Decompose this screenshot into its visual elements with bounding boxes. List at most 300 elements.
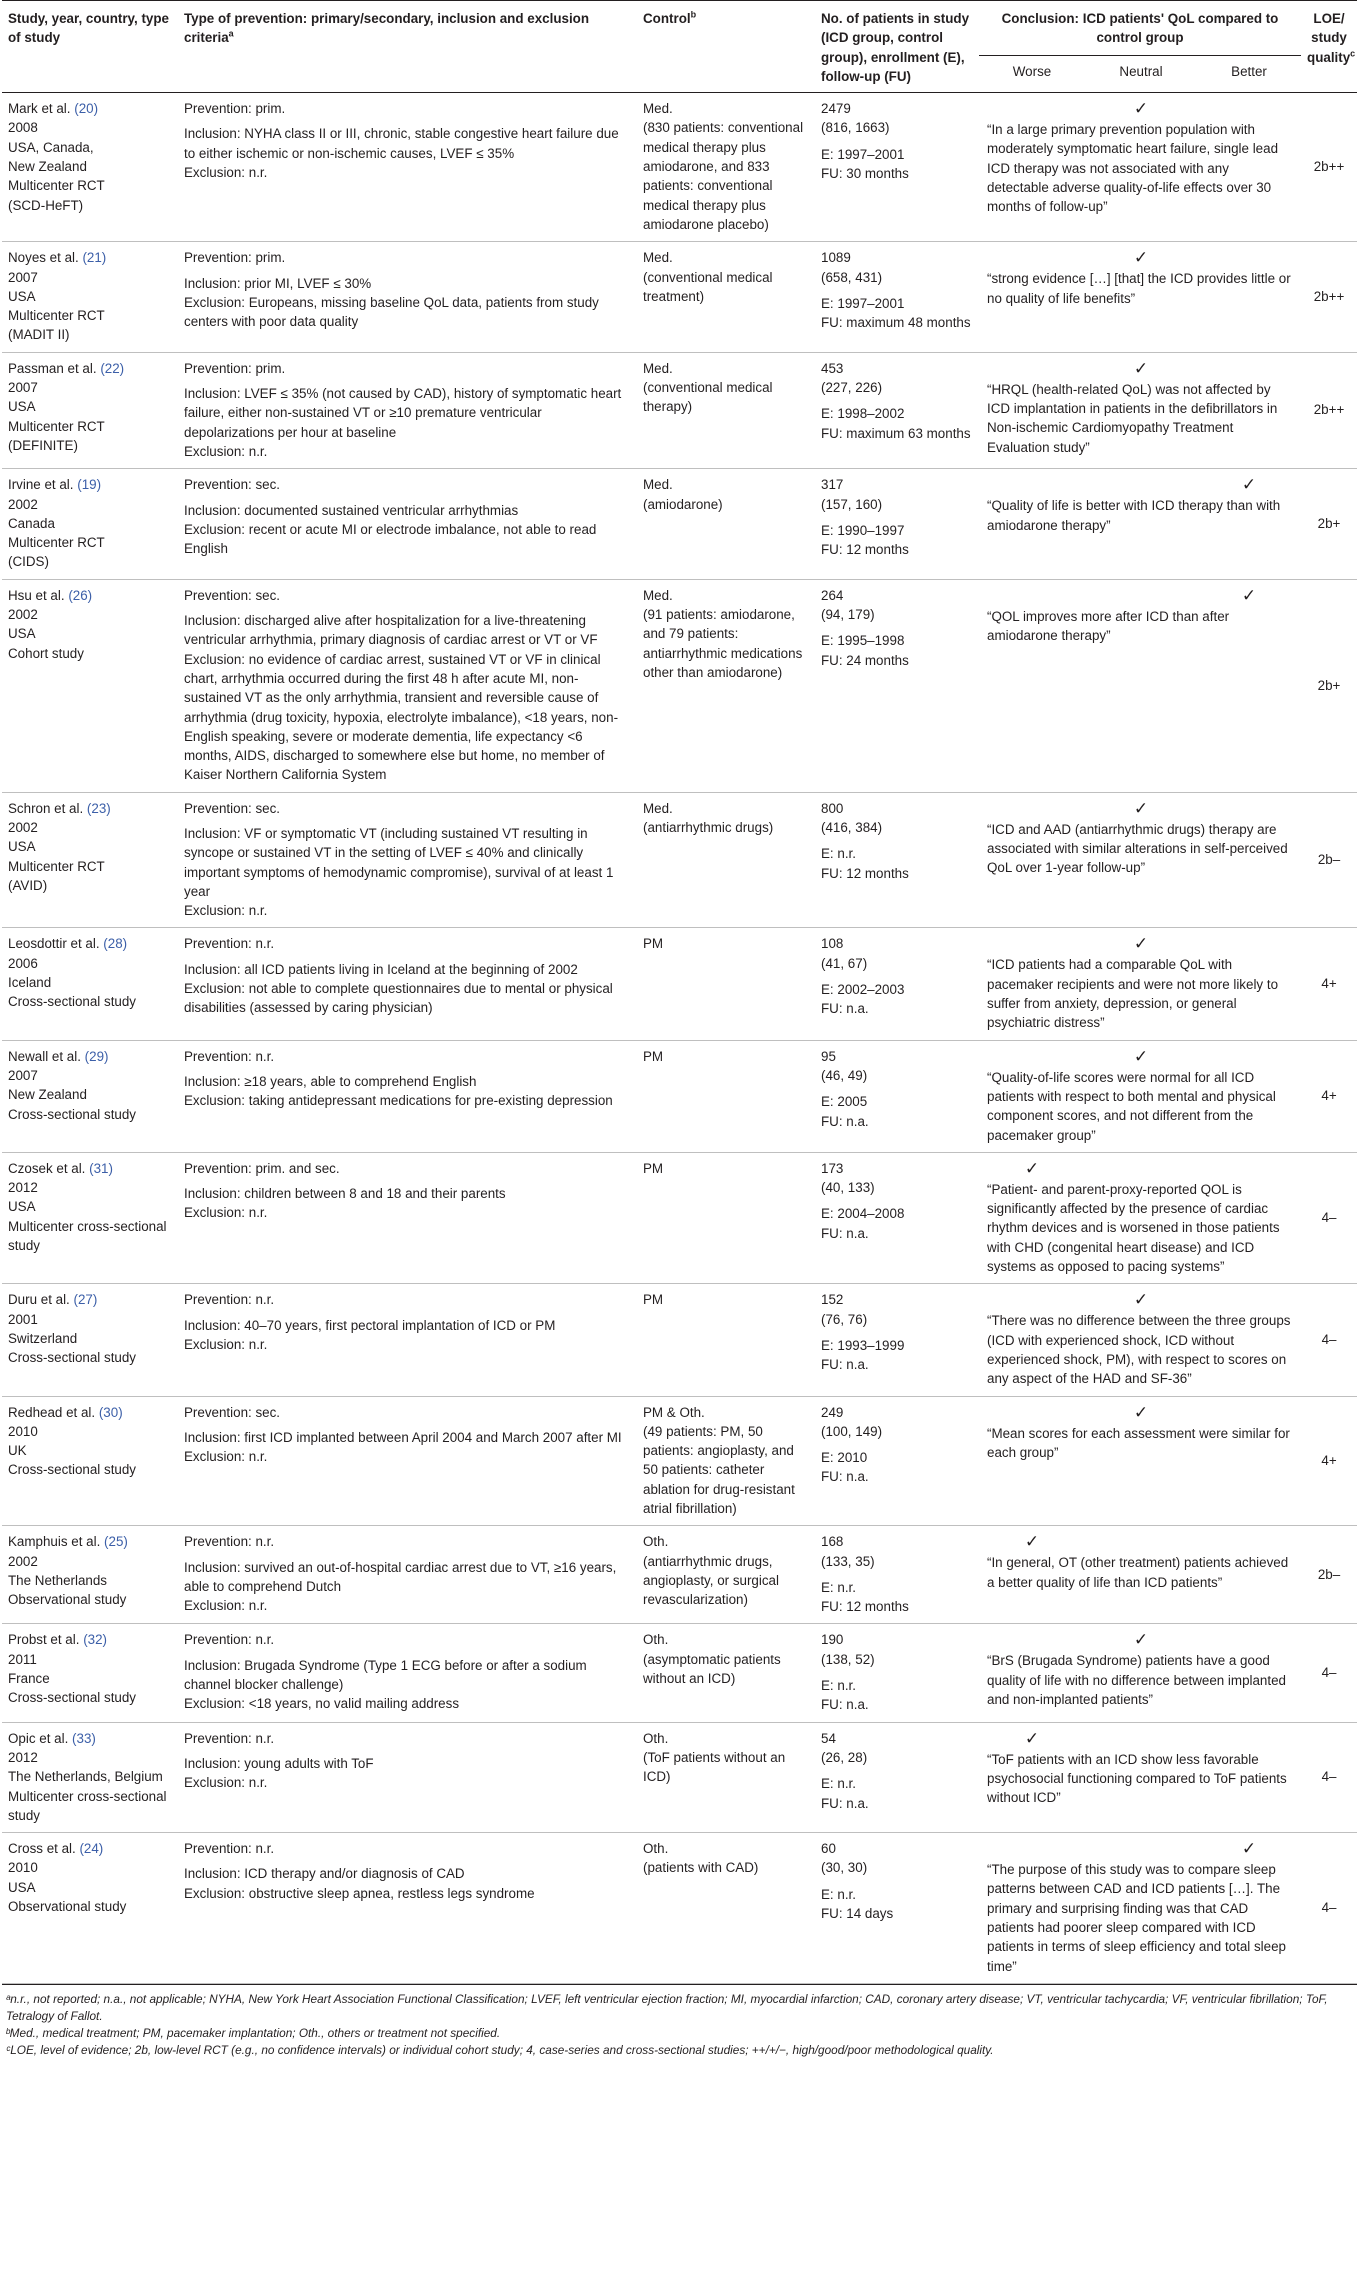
conclusion-quote: “Quality-of-life scores were normal for all ICD patients with respect to both mental and physical component scores, and not different from the pacemaker group”	[987, 1069, 1276, 1143]
criteria-line: Inclusion: NYHA class II or III, chronic, stable congestive heart failure due to either ischemic or non-ischemic causes, LVEF ≤ 35%	[184, 126, 619, 161]
better-mark	[1197, 1532, 1301, 1551]
conclusion-cell	[979, 1833, 1301, 1984]
enrollment: E: 1995–1998	[821, 633, 905, 649]
study-author: Opic et al.	[8, 1730, 69, 1746]
study-detail: 2006	[8, 955, 38, 971]
loe-value: 4–	[1301, 1833, 1357, 1984]
spacer	[821, 287, 973, 294]
conclusion-quote: “ICD patients had a comparable QoL with pacemaker recipients and were not more likely to suffer from anxiety, depression, or general psychiatric distress”	[987, 957, 1279, 1031]
neutral-mark: ✓	[1133, 99, 1149, 119]
study-author: Probst et al.	[8, 1632, 80, 1648]
spacer	[821, 1329, 973, 1336]
spacer	[821, 138, 973, 145]
study-detail: 2012	[8, 1749, 38, 1765]
study-detail: New Zealand	[8, 1087, 87, 1103]
table-row	[2, 792, 1357, 928]
better-mark	[1197, 1729, 1301, 1748]
patients-groups: (94, 179)	[821, 607, 875, 623]
spacer	[821, 1669, 973, 1676]
conclusion-marks	[979, 799, 1301, 818]
worse-mark	[979, 248, 1085, 267]
study-detail: USA	[8, 288, 36, 304]
conclusion-marks	[979, 359, 1301, 378]
prevention-type: Prevention: prim.	[184, 250, 286, 266]
control-detail: (91 patients: amiodarone, and 79 patients: antiarrhythmic medications other than amiodarone)	[643, 607, 803, 680]
study-detail: Cohort study	[8, 645, 84, 661]
control-cell	[637, 1284, 815, 1396]
control-type: PM & Oth.	[643, 1404, 705, 1420]
header-neutral: Neutral	[1085, 56, 1197, 93]
criteria-line: Exclusion: n.r.	[184, 1205, 268, 1221]
prevention-type: Prevention: sec.	[184, 587, 281, 603]
study-detail: Cross-sectional study	[8, 1350, 137, 1366]
study-reference: (31)	[89, 1160, 113, 1176]
follow-up: FU: maximum 63 months	[821, 425, 971, 441]
patients-total: 317	[821, 477, 844, 493]
table-row	[2, 1833, 1357, 1984]
enrollment: E: n.r.	[821, 1776, 856, 1792]
follow-up: FU: 12 months	[821, 1599, 909, 1615]
control-cell	[637, 1526, 815, 1624]
footnote-a: ᵃn.r., not reported; n.a., not applicable; NYHA, New York Heart Association Functional Classification; LVEF, left ventricular ejection fraction; MI, myocardial infarction; CAD, coronary artery disease; VT, ventricular tachycardia; VF, ventricular fibrillation; ToF, Tetralogy of Fallot.	[6, 1991, 1328, 2023]
study-cell	[2, 1284, 178, 1396]
worse-mark	[979, 1839, 1085, 1858]
control-type: PM	[643, 1292, 664, 1308]
patients-total: 1089	[821, 250, 851, 266]
study-author: Newall et al.	[8, 1048, 81, 1064]
study-author: Mark et al.	[8, 101, 71, 117]
better-mark	[1197, 934, 1301, 953]
header-worse: Worse	[979, 56, 1085, 93]
enrollment: E: 1998–2002	[821, 406, 905, 422]
study-detail: USA, Canada,	[8, 139, 94, 155]
worse-mark	[979, 799, 1085, 818]
header-control: Control$^b$	[637, 1, 815, 93]
patients-groups: (138, 52)	[821, 1651, 875, 1667]
study-cell	[2, 1396, 178, 1526]
table-row	[2, 352, 1357, 468]
control-type: PM	[643, 1048, 664, 1064]
patients-groups: (100, 149)	[821, 1423, 883, 1439]
prevention-cell	[178, 1040, 637, 1152]
spacer	[821, 624, 973, 631]
study-detail: 2011	[8, 1651, 37, 1667]
patients-groups: (26, 28)	[821, 1749, 868, 1765]
prevention-cell	[178, 1396, 637, 1526]
patients-cell	[815, 1526, 979, 1624]
study-detail: Iceland	[8, 975, 52, 991]
patients-cell	[815, 93, 979, 242]
patients-groups: (816, 1663)	[821, 120, 890, 136]
criteria-line: Exclusion: n.r.	[184, 1449, 268, 1465]
header-better: Better	[1197, 56, 1301, 93]
patients-total: 152	[821, 1292, 844, 1308]
study-detail: Cross-sectional study	[8, 1462, 137, 1478]
control-type: Oth.	[643, 1534, 669, 1550]
patients-groups: (40, 133)	[821, 1180, 875, 1196]
conclusion-cell	[979, 928, 1301, 1040]
study-cell	[2, 1624, 178, 1722]
study-detail: Observational study	[8, 1899, 127, 1915]
control-cell	[637, 242, 815, 352]
conclusion-marks	[979, 475, 1301, 494]
conclusion-quote: “BrS (Brugada Syndrome) patients have a good quality of life with no difference between implanted and non-implanted patients”	[987, 1653, 1286, 1708]
control-cell	[637, 1722, 815, 1832]
study-cell	[2, 928, 178, 1040]
footnote-b: ᵇMed., medical treatment; PM, pacemaker implantation; Oth., others or treatment not specified.	[6, 2025, 501, 2040]
control-type: Med.	[643, 800, 673, 816]
study-author-line	[8, 1839, 172, 1858]
study-detail: 2002	[8, 1553, 38, 1569]
study-cell	[2, 469, 178, 579]
table-header	[2, 1, 1357, 93]
conclusion-cell	[979, 1526, 1301, 1624]
worse-mark	[979, 359, 1085, 378]
criteria-line: Inclusion: prior MI, LVEF ≤ 30%	[184, 275, 372, 291]
table-row	[2, 579, 1357, 792]
follow-up: FU: 12 months	[821, 542, 909, 558]
follow-up: FU: n.a.	[821, 1113, 869, 1129]
study-author-line	[8, 934, 172, 953]
neutral-mark	[1085, 475, 1197, 494]
enrollment: E: 1997–2001	[821, 295, 905, 311]
conclusion-quote: “In general, OT (other treatment) patients achieved a better quality of life than ICD patients”	[987, 1555, 1289, 1590]
conclusion-cell	[979, 1396, 1301, 1526]
follow-up: FU: 12 months	[821, 865, 909, 881]
patients-cell	[815, 242, 979, 352]
prevention-type: Prevention: sec.	[184, 1404, 281, 1420]
conclusion-marks	[979, 1290, 1301, 1309]
study-cell	[2, 1152, 178, 1283]
better-mark	[1197, 359, 1301, 378]
neutral-mark: ✓	[1133, 1290, 1149, 1310]
control-type: PM	[643, 936, 664, 952]
study-detail: 2007	[8, 1067, 38, 1083]
conclusion-cell	[979, 1722, 1301, 1832]
study-author: Duru et al.	[8, 1292, 70, 1308]
study-author-line	[8, 359, 172, 378]
prevention-type: Prevention: prim.	[184, 360, 286, 376]
study-reference: (19)	[77, 477, 102, 493]
criteria-line: Exclusion: n.r.	[184, 1775, 268, 1791]
study-detail: 2012	[8, 1180, 38, 1196]
table-row	[2, 928, 1357, 1040]
patients-cell	[815, 1624, 979, 1722]
criteria-line: Inclusion: Brugada Syndrome (Type 1 ECG before or after a sodium channel blocker challenge)	[184, 1657, 587, 1693]
study-author: Schron et al.	[8, 800, 84, 816]
criteria-line: Exclusion: obstructive sleep apnea, restless legs syndrome	[184, 1885, 535, 1901]
loe-value: 4–	[1301, 1152, 1357, 1283]
conclusion-marks	[979, 99, 1301, 118]
study-detail: Multicenter RCT	[8, 178, 105, 194]
control-detail: (830 patients: conventional medical therapy plus amiodarone, and 833 patients: conventional medical therapy plus amiodarone placebo)	[643, 120, 804, 232]
study-author: Redhead et al.	[8, 1404, 96, 1420]
prevention-type: Prevention: sec.	[184, 477, 281, 493]
prevention-type: Prevention: n.r.	[184, 936, 275, 952]
conclusion-quote: “ToF patients with an ICD show less favorable psychosocial functioning compared to ToF patients without ICD”	[987, 1751, 1287, 1806]
better-mark	[1197, 1403, 1301, 1422]
criteria-line: Inclusion: all ICD patients living in Iceland at the beginning of 2002	[184, 961, 578, 977]
worse-mark	[979, 475, 1085, 494]
control-cell	[637, 352, 815, 468]
loe-value: 2b++	[1301, 352, 1357, 468]
prevention-type: Prevention: n.r.	[184, 1048, 275, 1064]
control-detail: (amiodarone)	[643, 496, 723, 512]
study-detail: Cross-sectional study	[8, 1106, 137, 1122]
criteria-line: Inclusion: young adults with ToF	[184, 1755, 374, 1771]
enrollment: E: n.r.	[821, 846, 856, 862]
conclusion-cell	[979, 792, 1301, 928]
patients-total: 249	[821, 1404, 844, 1420]
worse-mark: ✓	[1024, 1728, 1040, 1748]
prevention-type: Prevention: n.r.	[184, 1841, 275, 1857]
enrollment: E: 2002–2003	[821, 982, 905, 998]
study-author-line	[8, 99, 172, 118]
conclusion-marks	[979, 1729, 1301, 1748]
patients-total: 173	[821, 1160, 844, 1176]
worse-mark	[979, 586, 1085, 605]
conclusion-cell	[979, 469, 1301, 579]
neutral-mark: ✓	[1133, 1630, 1149, 1650]
control-detail: (49 patients: PM, 50 patients: angioplasty, and 50 patients: catheter ablation for drug-resistant atrial fibrillation)	[643, 1423, 795, 1516]
enrollment: E: 2004–2008	[821, 1206, 905, 1222]
better-mark: ✓	[1241, 585, 1257, 605]
study-author-line	[8, 1630, 172, 1649]
neutral-mark: ✓	[1133, 1402, 1149, 1422]
conclusion-quote: “ICD and AAD (antiarrhythmic drugs) therapy are associated with similar alterations in self-perceived QoL over 1-year follow-up”	[987, 821, 1288, 876]
patients-cell	[815, 1396, 979, 1526]
header-loe: LOE/ study quality$^c$	[1301, 1, 1357, 93]
study-reference: (24)	[79, 1841, 104, 1857]
patients-groups: (157, 160)	[821, 496, 883, 512]
control-detail: (conventional medical therapy)	[643, 380, 773, 415]
criteria-line: Exclusion: no evidence of cardiac arrest, sustained VT or VF in clinical chart, arrhythmia occurred during the first 48 h after acute MI, non-sustained VT as the only arrhythmia, transient and reversible cause of arrhythmia (drug toxicity, hypoxia, electrolyte imbalance), <18 years, non-English speaking, severe or moderate dementia, life expectancy <6 months, AIDS, discharged to somewhere else but home, no member of Kaiser Northern California System	[184, 651, 619, 783]
patients-cell	[815, 792, 979, 928]
header-number: No. of patients in study (ICD group, control group), enrollment (E), follow-up (FU)	[815, 1, 979, 93]
control-type: Oth.	[643, 1632, 669, 1648]
criteria-line: Exclusion: <18 years, no valid mailing address	[184, 1696, 460, 1712]
study-detail: 2010	[8, 1860, 38, 1876]
loe-value: 4–	[1301, 1722, 1357, 1832]
table-row	[2, 1152, 1357, 1283]
control-type: Med.	[643, 101, 673, 117]
study-cell	[2, 93, 178, 242]
loe-value: 4–	[1301, 1624, 1357, 1722]
follow-up: FU: n.a.	[821, 1357, 869, 1373]
conclusion-cell	[979, 1284, 1301, 1396]
control-type: Med.	[643, 360, 673, 376]
loe-value: 2b+	[1301, 469, 1357, 579]
patients-total: 2479	[821, 101, 851, 117]
patients-cell	[815, 1040, 979, 1152]
study-author: Leosdottir et al.	[8, 936, 100, 952]
conclusion-cell	[979, 579, 1301, 792]
neutral-mark: ✓	[1133, 934, 1149, 954]
study-detail: 2002	[8, 819, 38, 835]
control-detail: (antiarrhythmic drugs, angioplasty, or surgical revascularization)	[643, 1553, 779, 1608]
table-row	[2, 1396, 1357, 1526]
study-detail: USA	[8, 839, 36, 855]
patients-groups: (76, 76)	[821, 1311, 868, 1327]
better-mark	[1197, 1290, 1301, 1309]
study-detail: Multicenter cross-sectional study	[8, 1788, 167, 1823]
study-detail: USA	[8, 1879, 36, 1895]
study-reference: (20)	[74, 101, 99, 117]
conclusion-cell	[979, 1040, 1301, 1152]
loe-value: 2b–	[1301, 1526, 1357, 1624]
criteria-line: Exclusion: n.r.	[184, 1336, 268, 1352]
table-row	[2, 469, 1357, 579]
table-row	[2, 1284, 1357, 1396]
study-detail: Multicenter RCT	[8, 858, 105, 874]
study-author: Kamphuis et al.	[8, 1534, 101, 1550]
enrollment: E: 1990–1997	[821, 522, 905, 538]
patients-groups: (227, 226)	[821, 380, 883, 396]
criteria-line: Inclusion: 40–70 years, first pectoral implantation of ICD or PM	[184, 1317, 556, 1333]
prevention-type: Prevention: n.r.	[184, 1534, 275, 1550]
control-cell	[637, 1040, 815, 1152]
prevention-type: Prevention: sec.	[184, 800, 281, 816]
study-author-line	[8, 1403, 172, 1422]
spacer	[821, 973, 973, 980]
study-author-line	[8, 799, 172, 818]
prevention-cell	[178, 469, 637, 579]
control-cell	[637, 1624, 815, 1722]
better-mark	[1197, 1630, 1301, 1649]
loe-value: 2b+	[1301, 579, 1357, 792]
study-cell	[2, 1722, 178, 1832]
study-author-line	[8, 1532, 172, 1551]
loe-value: 4+	[1301, 1396, 1357, 1526]
study-author-line	[8, 1729, 172, 1748]
loe-value: 4–	[1301, 1284, 1357, 1396]
study-detail: Multicenter cross-sectional study	[8, 1218, 167, 1254]
conclusion-cell	[979, 352, 1301, 468]
study-cell	[2, 579, 178, 792]
study-detail: (CIDS)	[8, 554, 49, 570]
study-detail: Cross-sectional study	[8, 1690, 137, 1706]
table-footnotes	[2, 1984, 1357, 2059]
patients-total: 264	[821, 587, 844, 603]
prevention-cell	[178, 792, 637, 928]
prevention-cell	[178, 1152, 637, 1283]
study-detail: 2002	[8, 607, 38, 623]
study-cell	[2, 242, 178, 352]
criteria-line: Inclusion: VF or symptomatic VT (including sustained VT resulting in syncope or sustained VT in the setting of LVEF ≤ 40% and clinically important symptoms of hemodynamic compromise), survival of at least 1 year	[184, 825, 614, 899]
criteria-line: Exclusion: taking antidepressant medications for pre-existing depression	[184, 1093, 613, 1109]
study-reference: (28)	[103, 936, 128, 952]
patients-groups: (41, 67)	[821, 955, 868, 971]
header-type: Type of prevention: primary/secondary, inclusion and exclusion criteria$^a$	[178, 1, 637, 93]
follow-up: FU: n.a.	[821, 1795, 869, 1811]
better-mark: ✓	[1241, 475, 1257, 495]
spacer	[821, 1441, 973, 1448]
study-author: Hsu et al.	[8, 587, 65, 603]
criteria-line: Inclusion: ≥18 years, able to comprehend English	[184, 1073, 477, 1089]
conclusion-quote: “HRQL (health-related QoL) was not affected by ICD implantation in patients in the defibrillators in Non-ischemic Cardiomyopathy Treatment Evaluation study”	[987, 381, 1278, 455]
prevention-cell	[178, 1284, 637, 1396]
study-author-line	[8, 1290, 172, 1309]
patients-total: 95	[821, 1048, 836, 1064]
study-reference: (22)	[100, 360, 125, 376]
criteria-line: Inclusion: first ICD implanted between April 2004 and March 2007 after MI	[184, 1429, 622, 1445]
control-detail: (asymptomatic patients without an ICD)	[643, 1651, 781, 1687]
patients-total: 54	[821, 1730, 836, 1746]
patients-total: 108	[821, 936, 844, 952]
criteria-line: Inclusion: survived an out-of-hospital cardiac arrest due to VT, ≥16 years, able to comprehend Dutch	[184, 1559, 617, 1594]
study-author: Czosek et al.	[8, 1160, 86, 1176]
study-cell	[2, 1040, 178, 1152]
conclusion-marks	[979, 934, 1301, 953]
control-type: PM	[643, 1160, 664, 1176]
neutral-mark	[1085, 1729, 1197, 1748]
study-detail: Cross-sectional study	[8, 994, 137, 1010]
follow-up: FU: n.a.	[821, 1001, 869, 1017]
study-reference: (26)	[68, 587, 93, 603]
study-reference: (21)	[82, 250, 107, 266]
study-detail: Canada	[8, 515, 55, 531]
enrollment: E: 1993–1999	[821, 1337, 905, 1353]
follow-up: FU: n.a.	[821, 1469, 869, 1485]
table-row	[2, 1526, 1357, 1624]
prevention-cell	[178, 1526, 637, 1624]
criteria-line: Exclusion: n.r.	[184, 165, 268, 181]
follow-up: FU: 14 days	[821, 1906, 894, 1922]
criteria-line: Inclusion: discharged alive after hospitalization for a live-threatening ventricular arrhythmia, primary diagnosis of cardiac arrest or VT or VF	[184, 613, 598, 648]
conclusion-cell	[979, 242, 1301, 352]
loe-value: 2b–	[1301, 792, 1357, 928]
worse-mark: ✓	[1024, 1158, 1040, 1178]
prevention-cell	[178, 93, 637, 242]
spacer	[821, 1878, 973, 1885]
criteria-line: Inclusion: ICD therapy and/or diagnosis of CAD	[184, 1866, 465, 1882]
study-detail: The Netherlands, Belgium	[8, 1769, 163, 1785]
control-type: Oth.	[643, 1841, 669, 1857]
study-detail: New Zealand	[8, 159, 87, 175]
study-author: Noyes et al.	[8, 250, 79, 266]
patients-groups: (416, 384)	[821, 819, 883, 835]
header-study: Study, year, country, type of study	[2, 1, 178, 93]
prevention-cell	[178, 1722, 637, 1832]
patients-cell	[815, 1152, 979, 1283]
criteria-line: Exclusion: not able to complete questionnaires due to mental or physical disabilities (assessed by caring physician)	[184, 981, 613, 1016]
patients-total: 168	[821, 1534, 844, 1550]
criteria-line: Inclusion: documented sustained ventricular arrhythmias	[184, 502, 519, 518]
header-conclusion: Conclusion: ICD patients' QoL compared to control group	[979, 1, 1301, 56]
spacer	[821, 1767, 973, 1774]
conclusion-marks	[979, 1047, 1301, 1066]
study-detail: 2007	[8, 269, 38, 285]
study-detail: USA	[8, 399, 36, 415]
criteria-line: Exclusion: n.r.	[184, 443, 268, 459]
worse-mark	[979, 1403, 1085, 1422]
neutral-mark	[1085, 586, 1197, 605]
control-type: Med.	[643, 250, 673, 266]
spacer	[821, 514, 973, 521]
enrollment: E: n.r.	[821, 1678, 856, 1694]
worse-mark	[979, 1630, 1085, 1649]
loe-value: 4+	[1301, 928, 1357, 1040]
prevention-type: Prevention: n.r.	[184, 1292, 275, 1308]
control-type: Med.	[643, 587, 673, 603]
study-reference: (33)	[72, 1730, 96, 1746]
patients-cell	[815, 928, 979, 1040]
loe-value: 2b++	[1301, 242, 1357, 352]
study-author: Cross et al.	[8, 1841, 76, 1857]
study-detail: USA	[8, 626, 36, 642]
patients-total: 453	[821, 360, 844, 376]
better-mark	[1197, 799, 1301, 818]
